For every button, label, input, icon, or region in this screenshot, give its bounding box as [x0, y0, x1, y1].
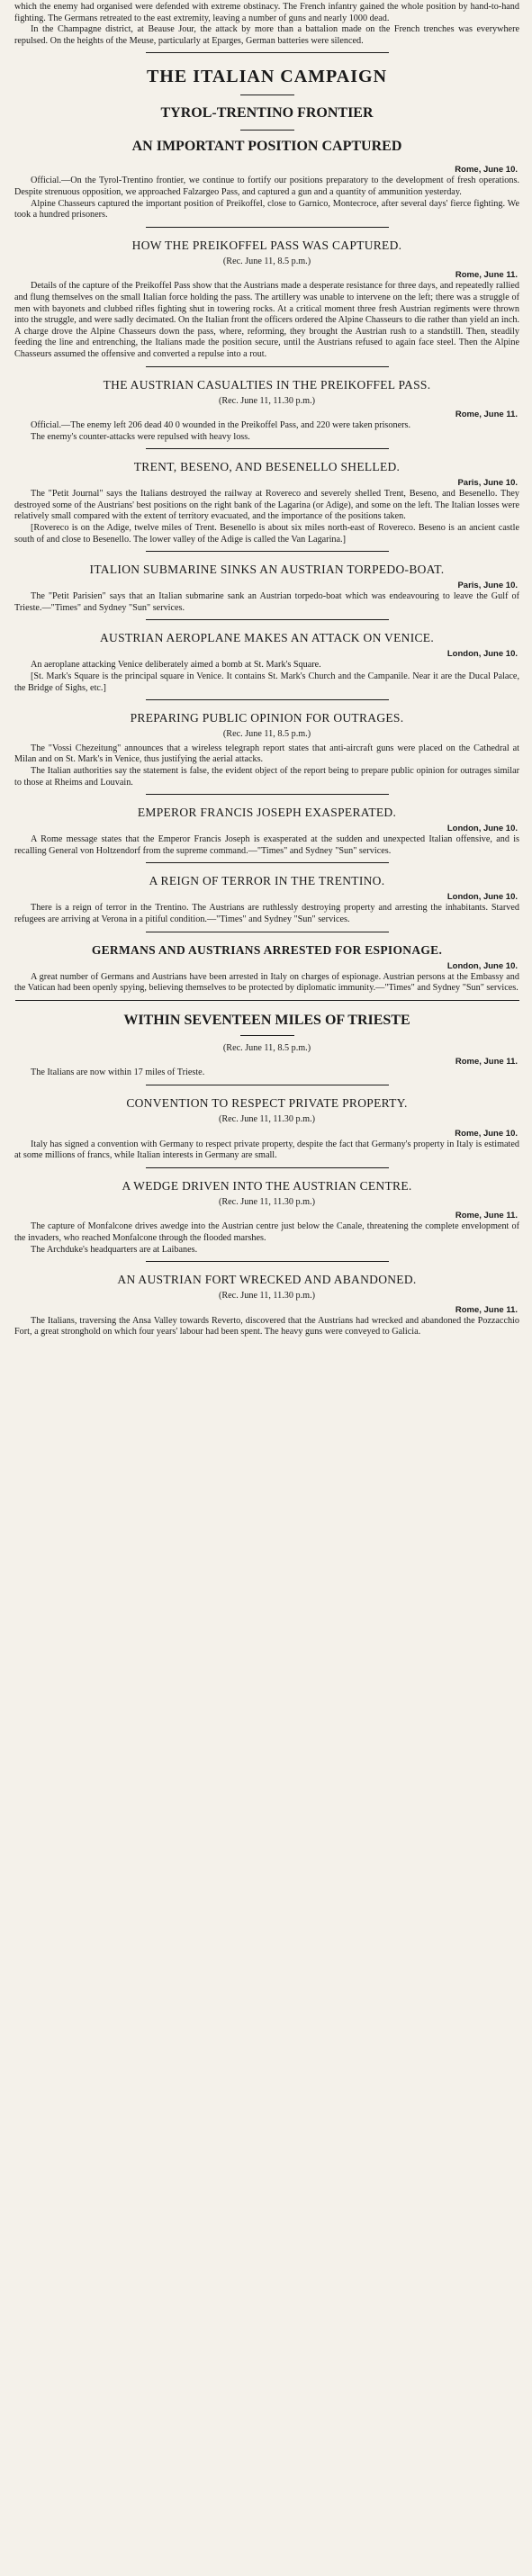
article-s3 — [14, 459, 519, 545]
section-headline: GERMANS AND AUSTRIANS ARRESTED FOR ESPIONAGE. — [91, 942, 443, 957]
article-s9 — [14, 942, 519, 995]
dateline: London, June 10. — [446, 824, 518, 834]
article-s6 — [14, 710, 519, 788]
dateline: Rome, June 11. — [455, 270, 518, 281]
divider — [146, 52, 389, 53]
article-s13 — [14, 1272, 519, 1338]
section-headline: A WEDGE DRIVEN INTO THE AUSTRIAN CENTRE. — [122, 1178, 412, 1193]
divider — [146, 699, 389, 700]
section-headline: AN AUSTRIAN FORT WRECKED AND ABANDONED. — [117, 1273, 417, 1287]
intro-paragraph: which the enemy had organised were defended with extreme obstinacy. The French infantry gained the whole position by hand-to-hand fighting. The Germans retreated to the east extremity, leaving a number of guns and nearly 1000 dead. — [14, 2, 519, 23]
section-headline: AUSTRIAN AEROPLANE MAKES AN ATTACK ON VENICE. — [99, 631, 435, 645]
article-paragraph: The capture of Monfalcone drives awedge into the Austrian centre just below the Canale, threatening the complete envelopment of the invaders, who reached Monfalcone through the flooded marshes. — [14, 1221, 519, 1243]
received-time: (Rec. June 11, 11.30 p.m.) — [218, 1113, 316, 1124]
article-s2 — [14, 377, 519, 444]
article-paragraph: The "Petit Journal" says the Italians destroyed the railway at Rovereco and severely shelled Trent, Beseno, and Besenello. They destroyed some of the Austrians' best positions on the right bank of the Lagarina (or Adige), and some on the left. The Italian losses were relatively small compared with the extent of territory evacuated, and the importance of the positions taken. — [14, 489, 519, 522]
dateline: Rome, June 11. — [455, 1057, 518, 1067]
section-headline: PREPARING PUBLIC OPINION FOR OUTRAGES. — [130, 711, 404, 725]
divider — [146, 551, 389, 552]
divider — [146, 619, 389, 620]
received-time: (Rec. June 11, 11.30 p.m.) — [218, 395, 316, 406]
subtitle: TYROL-TRENTINO FRONTIER — [160, 105, 374, 122]
article-s7 — [14, 805, 519, 857]
section-headline: ITALION SUBMARINE SINKS AN AUSTRIAN TORPEDO-BOAT. — [89, 563, 445, 577]
dateline: Paris, June 10. — [457, 478, 518, 489]
article-paragraph: Official.—The enemy left 206 dead 40 0 wounded in the Preikoffel Pass, and 220 were taken prisoners. — [31, 420, 411, 431]
article-s1 — [14, 238, 519, 361]
article-paragraph: The Italians, traversing the Ansa Valley towards Reverto, discovered that the Austrians had wrecked and abandoned the Pozzacchio Fort, a great stronghold on which four years' labour had been spent. The heavy guns were conveyed to Galicia. — [14, 1315, 519, 1338]
intro-block — [14, 2, 519, 47]
dateline: Rome, June 10. — [455, 165, 518, 176]
article-paragraph: The "Petit Parisien" says that an Italian submarine sank an Austrian torpedo-boat which was endeavouring to leave the Gulf of Trieste.—"Times" and Sydney "Sun" services. — [14, 591, 519, 613]
received-time: (Rec. June 11, 8.5 p.m.) — [222, 1042, 311, 1053]
article-paragraph: [Rovereco is on the Adige, twelve miles of Trent. Besenello is about six miles north-east of Rovereco. Beseno is an ancient castle south of and close to Besenello. The lower valley of the Adige is called the Van Lagarina.] — [14, 523, 519, 545]
article-paragraph: A Rome message states that the Emperor Francis Joseph is exasperated at the sudden and unexpected Italian offensive, and is recalling General von Holtzendorf from the supreme command.—"Times" and Sydney "Sun" services. — [14, 834, 519, 856]
article-s5 — [14, 630, 519, 694]
divider — [240, 1035, 294, 1036]
article-paragraph: Official.—On the Tyrol-Trentino frontier, we continue to fortify our positions preparatory to the development of fresh operations. Despite strenuous opposition, we approached Falzargeo Pass, and captured a gun and a quantity of ammunition yesterday. — [14, 176, 519, 197]
article-s12 — [14, 1178, 519, 1256]
received-time: (Rec. June 11, 8.5 p.m.) — [222, 256, 311, 266]
section-headline: TRENT, BESENO, AND BESENELLO SHELLED. — [133, 460, 401, 474]
divider — [146, 366, 389, 367]
main-title: THE ITALIAN CAMPAIGN — [146, 67, 388, 87]
dateline: London, June 10. — [446, 649, 518, 660]
dateline: London, June 10. — [446, 892, 518, 903]
dateline: Rome, June 11. — [455, 1211, 518, 1221]
divider — [146, 227, 389, 228]
dateline: Paris, June 10. — [457, 581, 518, 591]
section-headline: A REIGN OF TERROR IN THE TRENTINO. — [149, 874, 385, 888]
divider — [240, 130, 294, 131]
divider — [146, 448, 389, 449]
article-paragraph: A great number of Germans and Austrians have been arrested in Italy on charges of espionage. Austrian persons at the Embassy and the Vatican had been openly spying, believing themselves to be protected by diplomatic immunity.—"Times" and Sydney "Sun" services. — [14, 971, 519, 994]
article-s10 — [14, 1012, 519, 1079]
dateline: Rome, June 11. — [455, 1304, 518, 1315]
received-time: (Rec. June 11, 11.30 p.m.) — [218, 1196, 316, 1207]
divider — [146, 794, 389, 795]
article-paragraph: There is a reign of terror in the Trentino. The Austrians are ruthlessly destroying property and arresting the inhabitants. Starved refugees are arriving at Verona in a pitiful condition.—"Times" and Sydney "Sun" services. — [14, 903, 519, 924]
article-s4 — [14, 562, 519, 614]
article-s8 — [14, 873, 519, 925]
article-paragraph: The Archduke's headquarters are at Laibanes. — [31, 1244, 198, 1255]
received-time: (Rec. June 11, 11.30 p.m.) — [218, 1291, 316, 1302]
article-s11 — [14, 1095, 519, 1162]
lead-headline: AN IMPORTANT POSITION CAPTURED — [131, 139, 402, 155]
section-headline: THE AUSTRIAN CASUALTIES IN THE PREIKOFFEL PASS. — [103, 377, 431, 392]
intro-paragraph: In the Champagne district, at Beause Jour, the attack by more than a battalion made on the French trenches was everywhere repulsed. On the heights of the Meuse, particularly at Eparges, German batteries were silenced. — [14, 24, 519, 46]
divider — [15, 1000, 519, 1001]
divider — [146, 1167, 389, 1168]
article-paragraph: Italy has signed a convention with Germany to respect private property, despite the fact that Germany's property in Italy is estimated at some millions of francs, while Italian interests in Germany are small. — [14, 1139, 519, 1161]
section-headline: EMPEROR FRANCIS JOSEPH EXASPERATED. — [137, 806, 397, 820]
divider — [146, 1261, 389, 1262]
article-paragraph: Alpine Chasseurs captured the important position of Preikoffel, close to Garnico, Montecroce, after several days' fierce fighting. We took a hundred prisoners. — [14, 198, 519, 221]
article-paragraph: An aeroplane attacking Venice deliberately aimed a bomb at St. Mark's Square. — [31, 660, 321, 671]
section-headline: HOW THE PREIKOFFEL PASS WAS CAPTURED. — [131, 238, 402, 252]
section-headline: CONVENTION TO RESPECT PRIVATE PROPERTY. — [126, 1095, 408, 1110]
article-paragraph: The "Vossi Chezeitung" announces that a wireless telegraph report states that anti-aircraft guns were placed on the Cathedral at Milan and on St. Mark's in Venice, thus justifying the aerial attacks. — [14, 743, 519, 765]
article-paragraph: The Italians are now within 17 miles of Trieste. — [31, 1067, 205, 1078]
divider — [146, 862, 389, 863]
dateline: Rome, June 10. — [455, 1128, 518, 1139]
received-time: (Rec. June 11, 8.5 p.m.) — [222, 729, 311, 740]
section-headline: WITHIN SEVENTEEN MILES OF TRIESTE — [123, 1012, 410, 1028]
article-paragraph: Details of the capture of the Preikoffel Pass show that the Austrians made a desperate resistance for three days, and repeatedly rallied and flung themselves on the small Italian force holding the pass. The artillery was unable to intervene on the left; there was a struggle of men with bayonets and clubbed rifles fighting shut in towering rocks. At a critical moment three fresh Austrian regiments were thrown into the struggle, and were sadly decimated. On the Italian front the officers ordered the Alpine Chasseurs to die rather than yield an inch. A charge drove the Alpine Chasseurs down the pass, where, reforming, they brought the Austrian rush to a standstill. Then, steadily feeding the line and entrenching, the Italians made the position secure, until the Austrians refused to again face steel. Then the Alpine Chasseurs assumed the offensive and converted a repulse into a rout. — [14, 281, 519, 359]
article-paragraph: [St. Mark's Square is the principal square in Venice. It contains St. Mark's Church and the Campanile. Near it are the Ducal Palace, the Bridge of Sighs, etc.] — [14, 671, 519, 693]
dateline: London, June 10. — [446, 960, 518, 971]
article-lead — [14, 165, 519, 221]
article-paragraph: The enemy's counter-attacks were repulsed with heavy loss. — [31, 431, 250, 442]
dateline: Rome, June 11. — [455, 410, 518, 420]
article-paragraph: The Italian authorities say the statement is false, the evident object of the report being to prepare public opinion for outrages similar to those at Rheims and Louvain. — [14, 766, 519, 788]
